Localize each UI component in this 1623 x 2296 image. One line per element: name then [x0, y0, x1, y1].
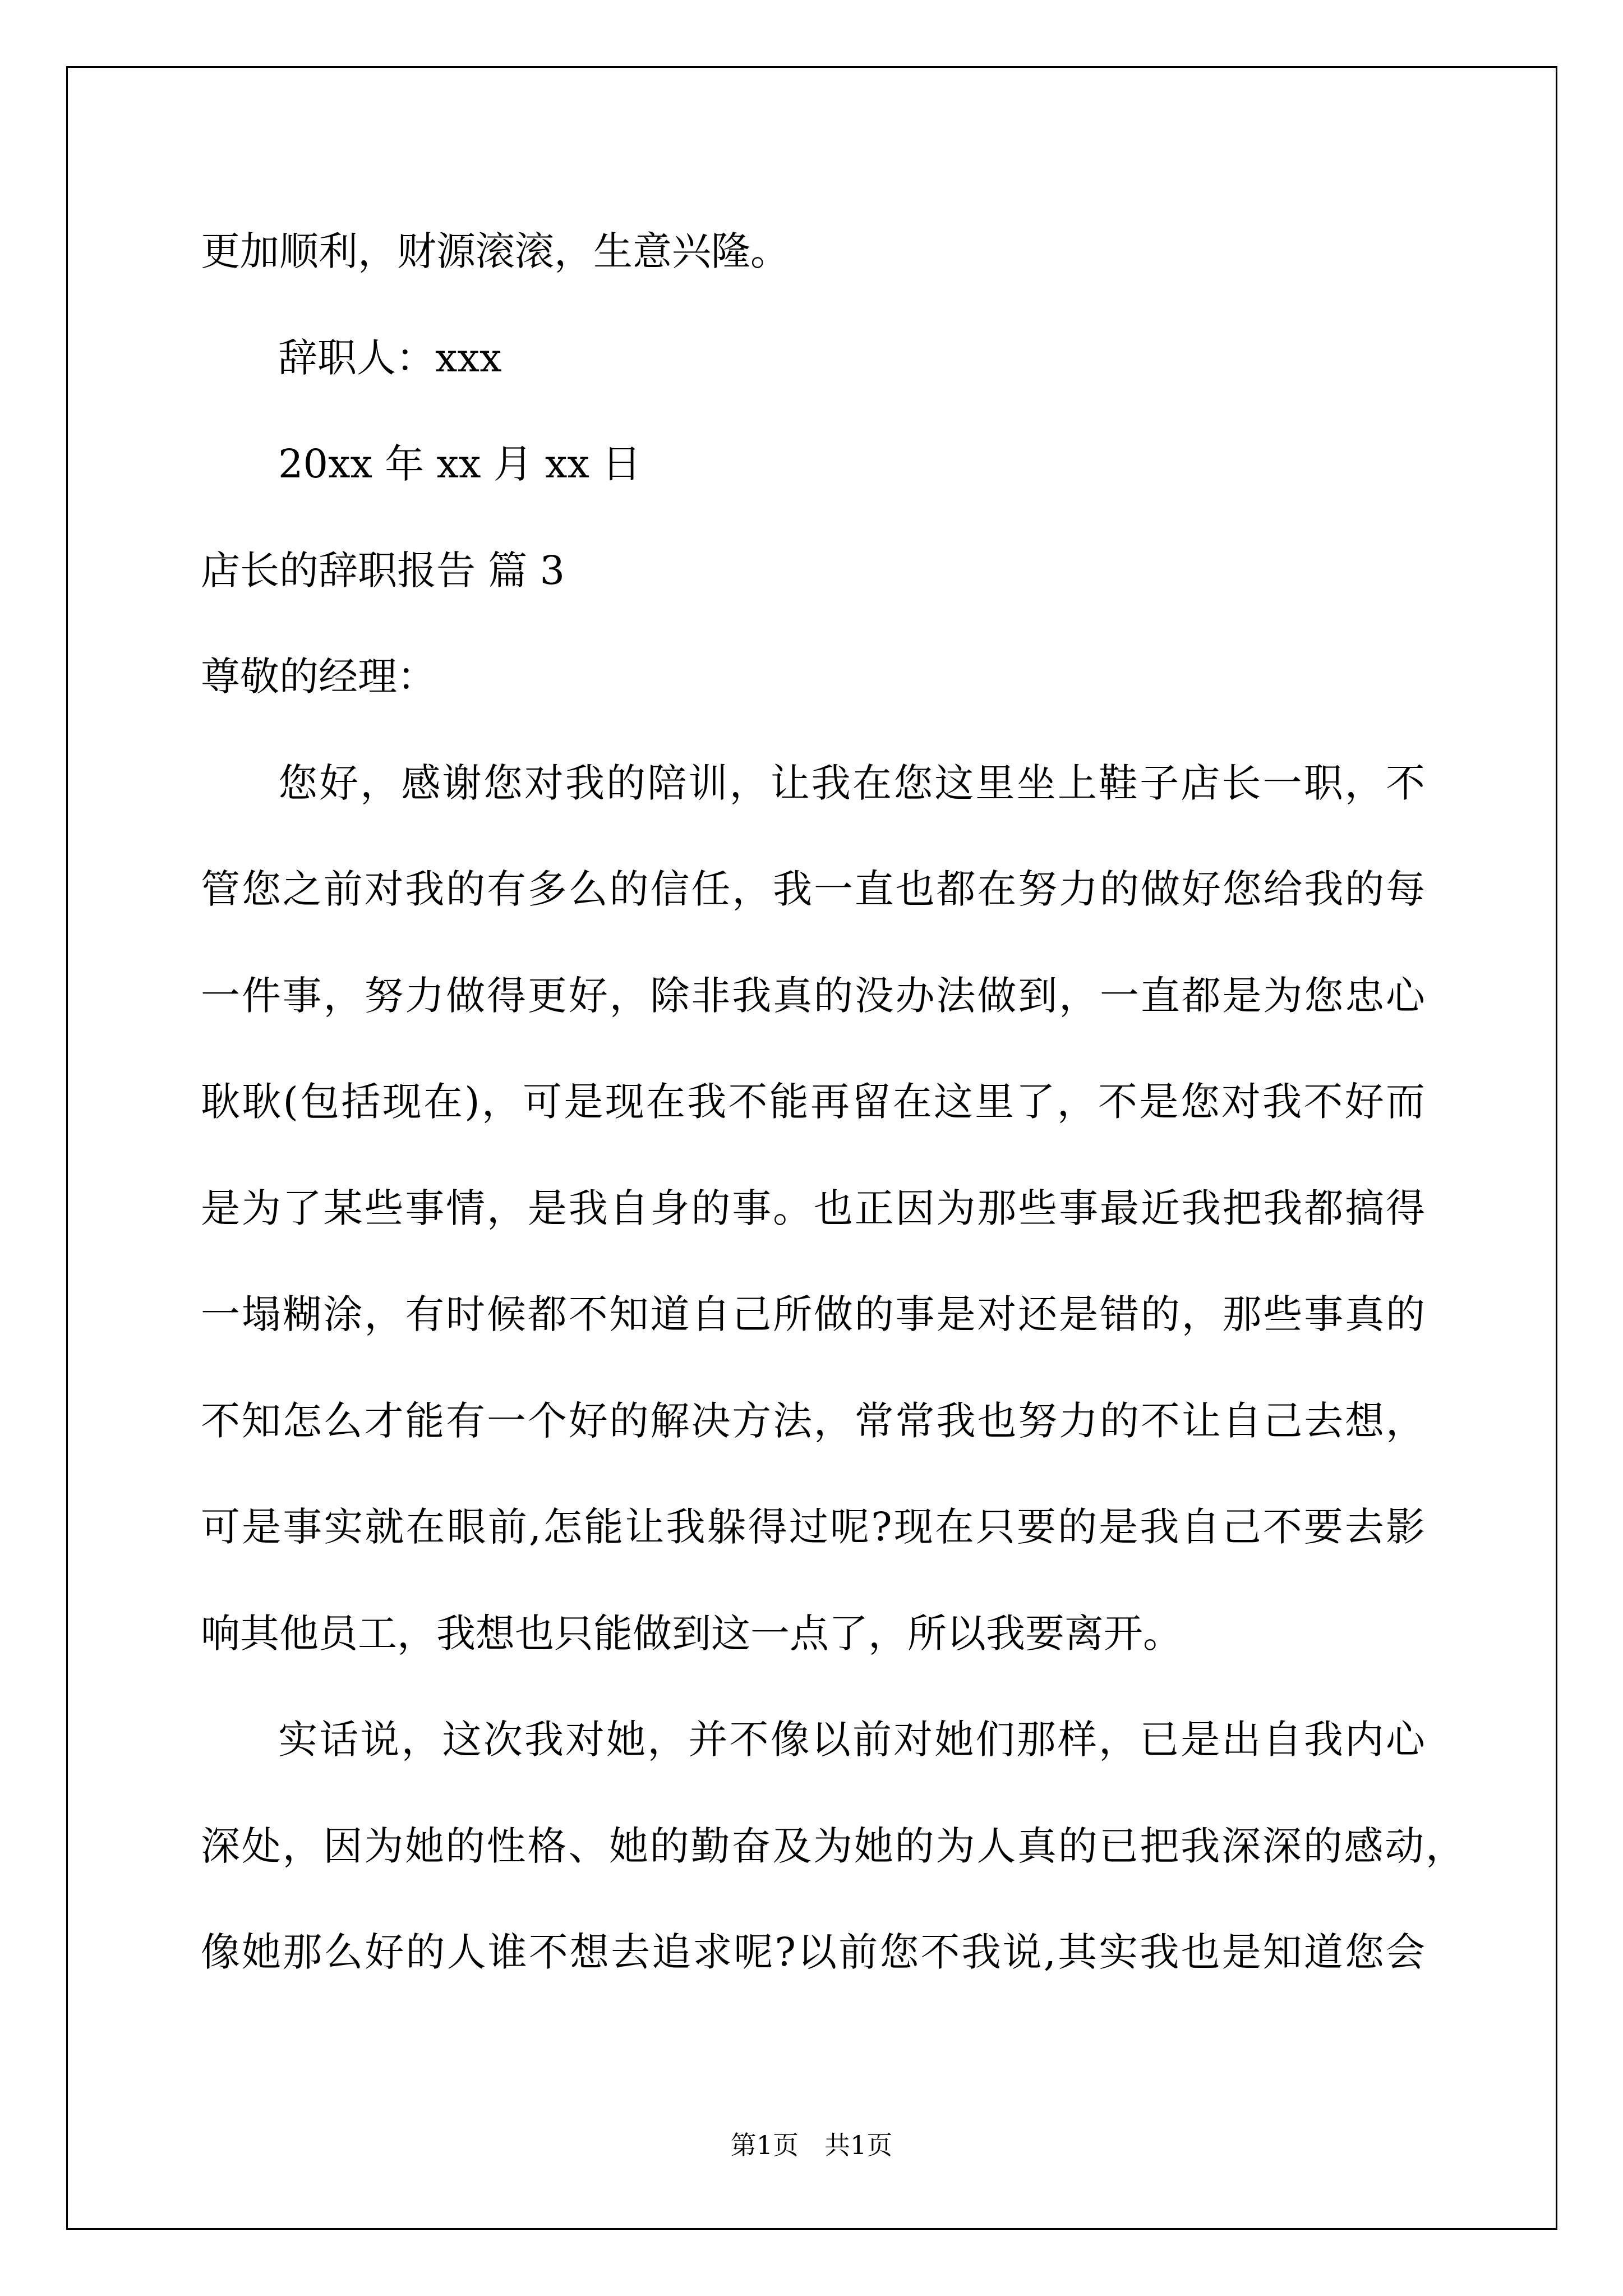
paragraph-line: 可是事实就在眼前,怎能让我躲得过呢?现在只要的是我自己不要去影	[201, 1504, 1425, 1550]
paragraph	[201, 730, 1468, 1687]
salutation: 尊敬的经理：	[201, 654, 436, 700]
paragraph-line: 您好，感谢您对我的陪训，让我在您这里坐上鞋子店长一职，不	[278, 760, 1425, 806]
paragraph-line: 一件事，努力做得更好，除非我真的没办法做到，一直都是为您忠心	[201, 972, 1425, 1019]
page-footer: 第1页 共1页	[730, 2130, 893, 2160]
paragraph-line: 耿耿(包括现在)，可是现在我不能再留在这里了，不是您对我不好而	[201, 1079, 1425, 1125]
paragraph-line: 深处，因为她的性格、她的勤奋及为她的为人真的已把我深深的感动，	[201, 1823, 1465, 1869]
closing-line: 更加顺利，财源滚滚，生意兴隆。	[201, 228, 790, 274]
paragraph-line: 不知怎么才能有一个好的解决方法，常常我也努力的不让自己去想，	[201, 1397, 1425, 1444]
section-heading: 店长的辞职报告 篇 3	[201, 547, 565, 593]
signer-line: 辞职人：xxx	[278, 334, 502, 381]
paragraph-line: 实话说，这次我对她，并不像以前对她们那样，已是出自我内心	[278, 1717, 1425, 1763]
paragraph-line: 管您之前对我的有多么的信任，我一直也都在努力的做好您给我的每	[201, 866, 1425, 912]
document-body	[201, 199, 1468, 2006]
paragraph-line: 响其他员工，我想也只能做到这一点了，所以我要离开。	[201, 1610, 1182, 1657]
paragraph	[201, 1687, 1468, 2006]
paragraph-line: 一塌糊涂，有时候都不知道自己所做的事是对还是错的，那些事真的	[201, 1291, 1425, 1337]
paragraph-line: 像她那么好的人谁不想去追求呢?以前您不我说,其实我也是知道您会	[201, 1929, 1425, 1975]
date-line: 20xx 年 xx 月 xx 日	[278, 441, 642, 487]
paragraph-line: 是为了某些事情，是我自身的事。也正因为那些事最近我把我都搞得	[201, 1185, 1425, 1231]
